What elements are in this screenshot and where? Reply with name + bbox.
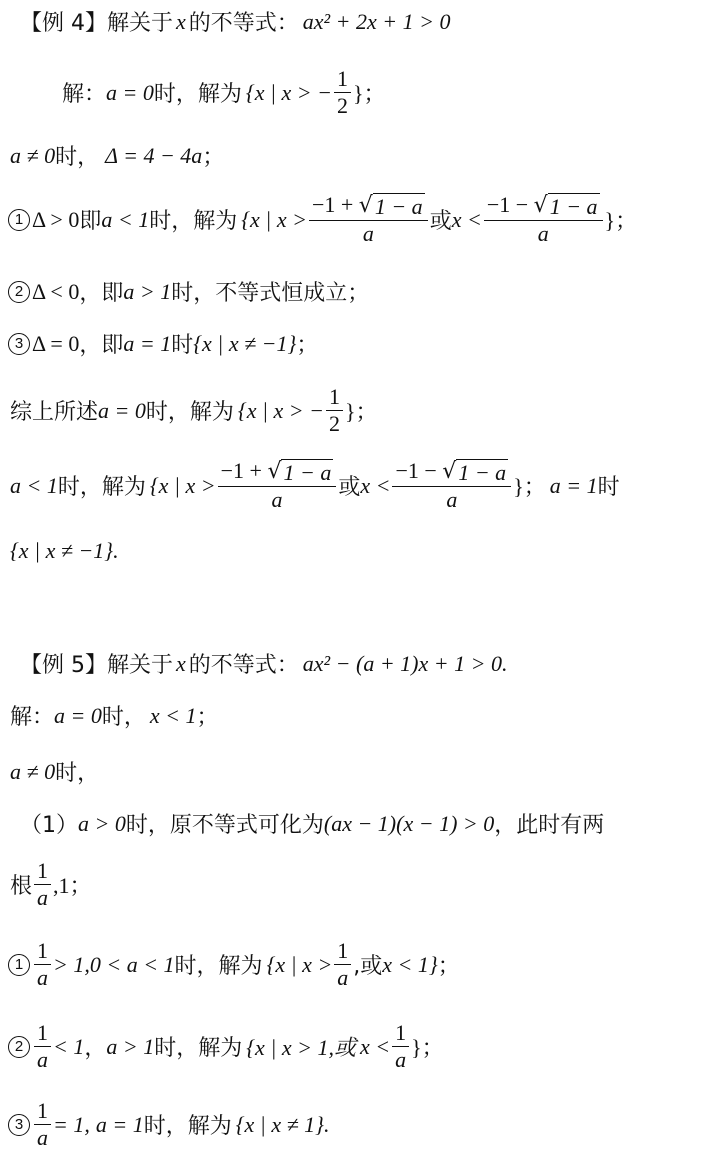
fraction-root-plus (309, 192, 428, 247)
punct: ； (296, 333, 319, 358)
text: ，即 (79, 281, 124, 306)
text: 时， (101, 705, 146, 730)
text: 时， (55, 761, 100, 786)
text: 时，解为 (153, 82, 242, 107)
num-pre: −1 − (486, 192, 534, 217)
numerator: 1 (37, 858, 49, 883)
set: {x | x ≠ −1}. (10, 538, 119, 563)
text: ,1； (53, 873, 92, 898)
condition: Δ > 0 (32, 206, 80, 232)
ex5-line-1 (10, 700, 720, 731)
radicand: 1 − a (458, 460, 507, 485)
circled-number: 2 (8, 1036, 30, 1058)
ex4-line-2 (10, 140, 720, 171)
fraction-one-over-a (334, 938, 351, 991)
example-5-heading (20, 648, 720, 679)
ex4-summary-3 (10, 538, 720, 564)
numerator (309, 192, 428, 220)
set-close: }； (411, 1035, 444, 1060)
circled-number: 3 (8, 333, 30, 355)
set-open: {x | x > (149, 472, 216, 498)
text: ，此时有两 (494, 813, 605, 838)
text: 综上所述 (10, 400, 99, 425)
condition-a: a = 1 (123, 330, 172, 356)
numerator: 1 (395, 1020, 407, 1045)
numerator: 1 (328, 384, 340, 409)
text: ，即 (79, 333, 124, 358)
condition-a: a > 1 (106, 1033, 155, 1059)
numerator: 1 (37, 1020, 48, 1045)
text: 时，解为 (154, 1036, 243, 1061)
ex5-part-1 (20, 808, 720, 839)
set-close: }； (352, 81, 386, 106)
heading-label: 【例 4】解关于 (20, 11, 173, 36)
condition: a ≠ 0 (10, 142, 56, 168)
relation: = 1, (53, 1111, 90, 1137)
circled-number: 3 (8, 1114, 30, 1136)
set-close: }； (513, 474, 546, 499)
num-pre: −1 + (311, 192, 359, 217)
fraction-root-minus (484, 192, 603, 247)
denominator: a (337, 965, 349, 990)
ex5-case-1 (8, 938, 720, 991)
text-or: ,或 (353, 954, 383, 979)
condition-a: a = 0 (98, 397, 146, 423)
x-less: x < (451, 206, 482, 232)
ex4-summary-1 (10, 384, 720, 437)
set-open: {x | x > 1,或 (246, 1035, 356, 1060)
denominator: a (37, 1125, 48, 1150)
radicand: 1 − a (283, 460, 332, 485)
condition-a: a > 0 (78, 810, 126, 836)
text: 时，解为 (174, 954, 263, 979)
example-4-heading (20, 6, 720, 37)
numerator (218, 458, 337, 486)
inequality: ax² + 2x + 1 > 0 (302, 8, 451, 34)
text: 时，不等式恒成立； (171, 281, 370, 306)
fraction-one-over-a (34, 858, 51, 911)
denominator: 2 (328, 411, 340, 436)
set: {x | x ≠ −1} (193, 330, 297, 356)
num-pre: −1 + (220, 458, 268, 483)
condition-a: a < 1 (101, 206, 150, 232)
denominator: a (537, 221, 549, 246)
set: {x | x ≠ 1}. (235, 1111, 330, 1137)
fraction-half (326, 384, 343, 437)
condition: a = 0 (106, 79, 154, 105)
condition-a: a < 1 (10, 472, 58, 498)
numerator: 1 (37, 1098, 48, 1123)
text-or: 或 (429, 209, 452, 234)
text: 时 (597, 475, 620, 500)
heading-tail: 的不等式： (188, 653, 299, 678)
var-x: x (176, 8, 186, 34)
punct: ； (437, 954, 460, 979)
sqrt-icon: √ (533, 193, 548, 218)
fraction-one-over-a (34, 1020, 51, 1073)
radicand: 1 − a (374, 194, 423, 219)
fraction-one-over-a (34, 938, 51, 991)
x-less: x < (360, 472, 391, 498)
set-open: {x | x > − (245, 79, 332, 105)
numerator (484, 192, 603, 220)
result: x < 1 (149, 702, 197, 728)
sqrt (442, 459, 508, 486)
x-less: x < 1} (382, 951, 438, 977)
text: 根 (10, 874, 33, 899)
condition-a: a = 1 (549, 472, 598, 498)
condition: Δ = 0 (32, 330, 80, 356)
ex4-case-2 (8, 276, 720, 307)
denominator: a (362, 221, 374, 246)
fraction-half (334, 66, 351, 119)
set-close: }； (344, 399, 378, 424)
text-or: 或 (338, 475, 361, 500)
condition: Δ < 0 (32, 278, 80, 304)
set-open: {x | x > (266, 951, 333, 977)
denominator: a (271, 487, 283, 512)
condition-a: a > 1 (123, 278, 172, 304)
numerator: 1 (337, 938, 349, 963)
fraction-root-minus (392, 458, 511, 513)
numerator (392, 458, 511, 486)
relation: < 1 (53, 1033, 85, 1059)
ex4-line-1 (62, 66, 720, 119)
set-close: }； (604, 208, 638, 233)
text: 时，原不等式可化为 (125, 813, 324, 838)
denominator: a (446, 487, 458, 512)
sqrt-icon: √ (267, 459, 282, 484)
sqrt-icon: √ (358, 193, 373, 218)
heading-tail: 的不等式： (188, 11, 299, 36)
punct: ； (202, 145, 225, 170)
set-open: {x | x > (241, 206, 307, 232)
denominator: a (395, 1047, 407, 1072)
factored-expression: (ax − 1)(x − 1) > 0 (323, 810, 495, 836)
text: 时，解为 (143, 1114, 232, 1139)
ex4-case-1 (8, 192, 720, 247)
condition: a = 0 (54, 702, 102, 728)
numerator: 1 (336, 66, 348, 91)
circled-number: 1 (8, 209, 30, 231)
denominator: a (37, 885, 49, 910)
relation: > 1,0 < a < 1 (53, 951, 175, 977)
text: 即 (79, 209, 102, 234)
fraction-one-over-a (392, 1020, 409, 1073)
var-x: x (176, 650, 186, 676)
ex5-case-2 (8, 1020, 720, 1073)
denominator: a (37, 965, 48, 990)
solution-label: 解： (10, 705, 55, 730)
text: 时，解为 (57, 475, 146, 500)
condition-a: a = 1 (95, 1111, 144, 1137)
fraction-root-plus (218, 458, 337, 513)
num-pre: −1 − (395, 458, 443, 483)
heading-label: 【例 5】解关于 (20, 653, 173, 678)
text: 时 (171, 333, 194, 358)
denominator: 2 (336, 93, 348, 118)
text: 时，解为 (149, 209, 238, 234)
part-number: （1） (20, 813, 78, 838)
ex4-case-3 (8, 328, 720, 359)
circled-number: 1 (8, 954, 30, 976)
radicand: 1 − a (549, 194, 598, 219)
ex5-line-2 (10, 756, 720, 787)
ex5-part-1b (10, 858, 720, 911)
condition: a ≠ 0 (10, 758, 56, 784)
ex5-case-3 (8, 1098, 720, 1151)
text: 时，解为 (145, 400, 234, 425)
ex4-summary-2 (10, 458, 720, 513)
sqrt (267, 459, 333, 486)
denominator: a (37, 1047, 48, 1072)
sqrt-icon: √ (442, 459, 457, 484)
inequality: ax² − (a + 1)x + 1 > 0. (302, 650, 508, 676)
sqrt (534, 193, 600, 220)
solution-label: 解： (62, 82, 107, 107)
punct: ， (84, 1036, 107, 1061)
discriminant: Δ = 4 − 4a (105, 142, 203, 168)
numerator: 1 (37, 938, 48, 963)
punct: ； (196, 705, 219, 730)
set-open: {x | x > − (237, 397, 324, 423)
text: 时， (55, 145, 100, 170)
sqrt (359, 193, 425, 220)
circled-number: 2 (8, 281, 30, 303)
fraction-one-over-a (34, 1098, 51, 1151)
x-less: x < (359, 1033, 391, 1059)
